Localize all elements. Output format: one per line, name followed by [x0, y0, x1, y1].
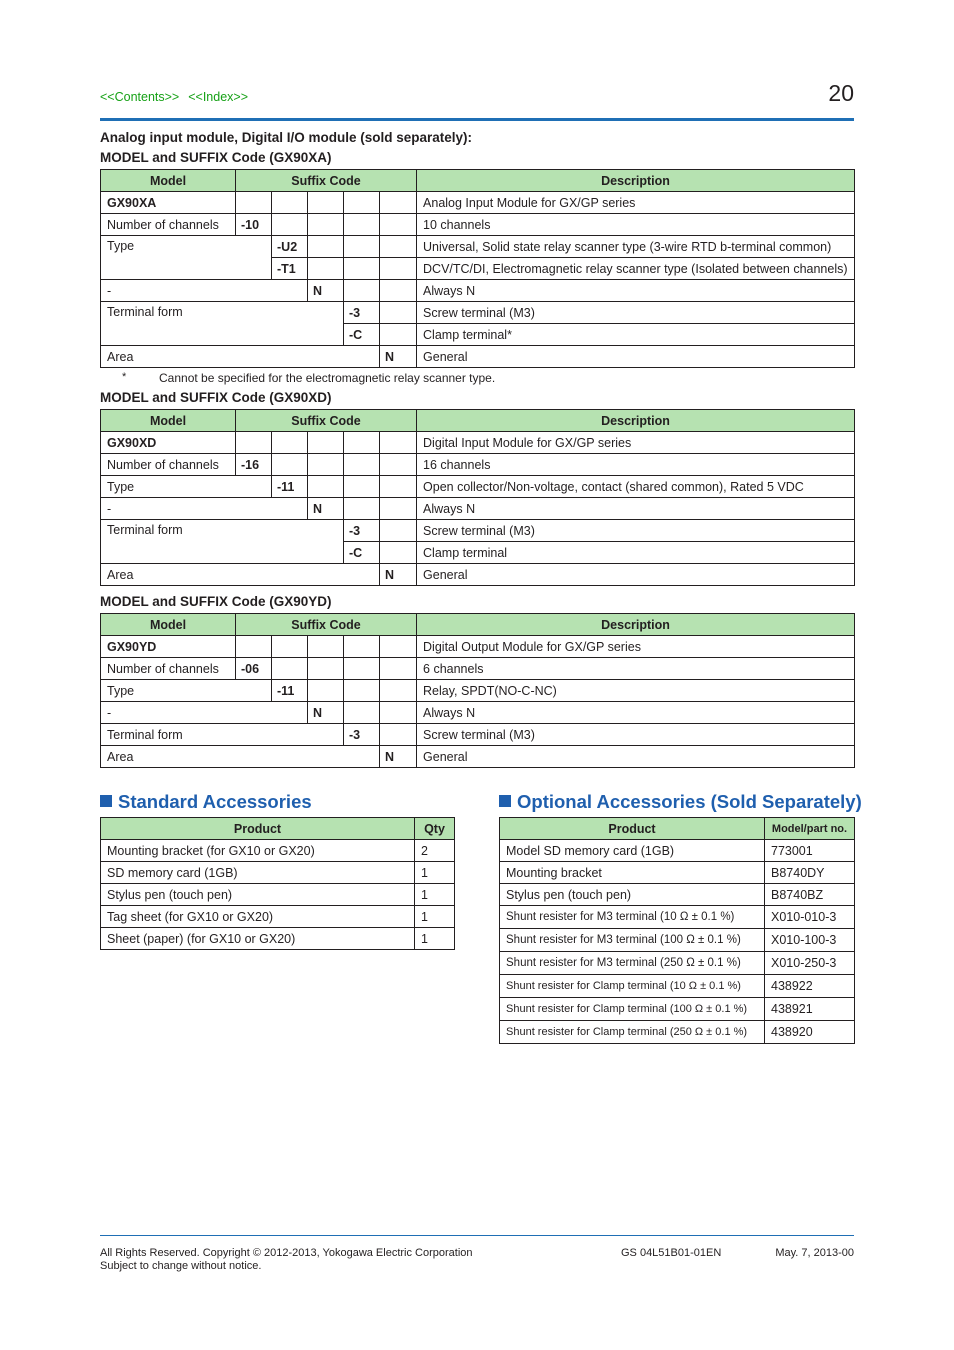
square-bullet-icon: [100, 795, 112, 807]
desc-cell: Digital Input Module for GX/GP series: [417, 432, 855, 454]
suffix-cell: N: [308, 498, 344, 520]
header-nav: [100, 90, 257, 104]
col-suffix: Suffix Code: [236, 170, 417, 192]
product-cell: Tag sheet (for GX10 or GX20): [101, 906, 415, 928]
square-bullet-icon: [499, 795, 511, 807]
suffix-cell: -U2: [272, 236, 308, 258]
product-cell: Shunt resister for M3 terminal (250 Ω ± 0.1 %): [500, 952, 765, 975]
suffix-cell: N: [380, 564, 417, 586]
suffix-cell: -11: [272, 476, 308, 498]
product-cell: Shunt resister for Clamp terminal (10 Ω ± 0.1 %): [500, 975, 765, 998]
model-cell: X010-250-3: [765, 952, 855, 975]
desc-cell: Always N: [417, 498, 855, 520]
row-label: Number of channels: [101, 658, 236, 680]
desc-cell: 16 channels: [417, 454, 855, 476]
product-cell: Stylus pen (touch pen): [500, 884, 765, 906]
row-label: -: [101, 280, 308, 302]
model-cell: B8740DY: [765, 862, 855, 884]
model-cell: 438921: [765, 998, 855, 1021]
product-cell: Stylus pen (touch pen): [101, 884, 415, 906]
suffix-cell: N: [380, 346, 417, 368]
footer-copyright: All Rights Reserved. Copyright © 2012-2013, Yokogawa Electric Corporation: [100, 1247, 473, 1259]
desc-cell: Digital Output Module for GX/GP series: [417, 636, 855, 658]
desc-cell: 10 channels: [417, 214, 855, 236]
row-label: Type: [101, 236, 272, 280]
row-label: Area: [101, 746, 380, 768]
model-cell: 438920: [765, 1021, 855, 1044]
desc-cell: General: [417, 746, 855, 768]
suffix-cell: -11: [272, 680, 308, 702]
qty-cell: 1: [415, 928, 455, 950]
model-cell: B8740BZ: [765, 884, 855, 906]
suffix-cell: -3: [344, 302, 380, 324]
suffix-cell: -3: [344, 520, 380, 542]
footer-doc-number: GS 04L51B01-01EN: [621, 1247, 722, 1259]
standard-accessories-table: [100, 817, 455, 950]
col-suffix: Suffix Code: [236, 614, 417, 636]
suffix-cell: -T1: [272, 258, 308, 280]
col-desc: Description: [417, 410, 855, 432]
model-cell: X010-010-3: [765, 906, 855, 929]
suffix-cell: -16: [236, 454, 272, 476]
gx90xa-table: [100, 169, 855, 368]
col-model: Model: [101, 410, 236, 432]
footnote: Cannot be specified for the electromagnetic relay scanner type.: [159, 371, 496, 385]
gx90yd-title: MODEL and SUFFIX Code (GX90YD): [100, 594, 332, 609]
qty-cell: 1: [415, 862, 455, 884]
optional-accessories-heading: [499, 791, 862, 813]
suffix-cell: -C: [344, 542, 380, 564]
col-product: Product: [101, 818, 415, 840]
gx90xd-title: MODEL and SUFFIX Code (GX90XD): [100, 390, 332, 405]
desc-cell: Always N: [417, 702, 855, 724]
model-cell: GX90XA: [101, 192, 236, 214]
desc-cell: Analog Input Module for GX/GP series: [417, 192, 855, 214]
model-cell: X010-100-3: [765, 929, 855, 952]
standard-accessories-heading: [100, 791, 312, 813]
section-title: Analog input module, Digital I/O module (sold separately):: [100, 130, 473, 145]
desc-cell: Open collector/Non-voltage, contact (shared common), Rated 5 VDC: [417, 476, 855, 498]
desc-cell: Relay, SPDT(NO-C-NC): [417, 680, 855, 702]
suffix-cell: -C: [344, 324, 380, 346]
desc-cell: Screw terminal (M3): [417, 724, 855, 746]
product-cell: Shunt resister for M3 terminal (10 Ω ± 0.1 %): [500, 906, 765, 929]
model-cell: 773001: [765, 840, 855, 862]
col-desc: Description: [417, 614, 855, 636]
product-cell: Shunt resister for Clamp terminal (100 Ω ± 0.1 %): [500, 998, 765, 1021]
gx90xa-title: MODEL and SUFFIX Code (GX90XA): [100, 150, 332, 165]
suffix-cell: -10: [236, 214, 272, 236]
product-cell: Sheet (paper) (for GX10 or GX20): [101, 928, 415, 950]
row-label: Type: [101, 680, 272, 702]
suffix-cell: -06: [236, 658, 272, 680]
product-cell: Shunt resister for Clamp terminal (250 Ω ± 0.1 %): [500, 1021, 765, 1044]
col-qty: Qty: [415, 818, 455, 840]
desc-cell: Screw terminal (M3): [417, 520, 855, 542]
model-cell: 438922: [765, 975, 855, 998]
standard-accessories-title: Standard Accessories: [118, 791, 312, 812]
row-label: Area: [101, 346, 380, 368]
row-label: Area: [101, 564, 380, 586]
contents-link[interactable]: <<Contents>>: [100, 90, 180, 104]
desc-cell: Clamp terminal: [417, 542, 855, 564]
qty-cell: 1: [415, 884, 455, 906]
desc-cell: Screw terminal (M3): [417, 302, 855, 324]
product-cell: Mounting bracket (for GX10 or GX20): [101, 840, 415, 862]
footnote-mark: *: [122, 371, 127, 383]
footer-rule: [100, 1235, 854, 1236]
desc-cell: 6 channels: [417, 658, 855, 680]
suffix-cell: N: [380, 746, 417, 768]
row-label: Terminal form: [101, 520, 344, 564]
desc-cell: DCV/TC/DI, Electromagnetic relay scanner type (Isolated between channels): [417, 258, 855, 280]
desc-cell: General: [417, 564, 855, 586]
row-label: -: [101, 702, 308, 724]
model-cell: GX90XD: [101, 432, 236, 454]
index-link[interactable]: <<Index>>: [188, 90, 249, 104]
col-model: Model: [101, 170, 236, 192]
product-cell: Model SD memory card (1GB): [500, 840, 765, 862]
col-desc: Description: [417, 170, 855, 192]
product-cell: Mounting bracket: [500, 862, 765, 884]
suffix-cell: N: [308, 280, 344, 302]
page-number: 20: [828, 80, 854, 106]
desc-cell: Always N: [417, 280, 855, 302]
gx90xd-table: [100, 409, 855, 586]
col-model: Model/part no.: [765, 818, 855, 840]
col-suffix: Suffix Code: [236, 410, 417, 432]
desc-cell: General: [417, 346, 855, 368]
qty-cell: 2: [415, 840, 455, 862]
header-rule: [100, 118, 854, 121]
row-label: Terminal form: [101, 302, 344, 346]
gx90yd-table: [100, 613, 855, 768]
footer-date: May. 7, 2013-00: [775, 1247, 854, 1259]
product-cell: SD memory card (1GB): [101, 862, 415, 884]
footer-notice: Subject to change without notice.: [100, 1260, 262, 1272]
optional-accessories-table: [499, 817, 855, 1044]
col-model: Model: [101, 614, 236, 636]
suffix-cell: -3: [344, 724, 380, 746]
row-label: Number of channels: [101, 454, 236, 476]
desc-cell: Universal, Solid state relay scanner type (3-wire RTD b-terminal common): [417, 236, 855, 258]
col-product: Product: [500, 818, 765, 840]
row-label: Terminal form: [101, 724, 344, 746]
suffix-cell: N: [308, 702, 344, 724]
row-label: Type: [101, 476, 272, 498]
optional-accessories-title: Optional Accessories (Sold Separately): [517, 791, 862, 812]
qty-cell: 1: [415, 906, 455, 928]
row-label: Number of channels: [101, 214, 236, 236]
product-cell: Shunt resister for M3 terminal (100 Ω ± 0.1 %): [500, 929, 765, 952]
model-cell: GX90YD: [101, 636, 236, 658]
row-label: -: [101, 498, 308, 520]
desc-cell: Clamp terminal*: [417, 324, 855, 346]
